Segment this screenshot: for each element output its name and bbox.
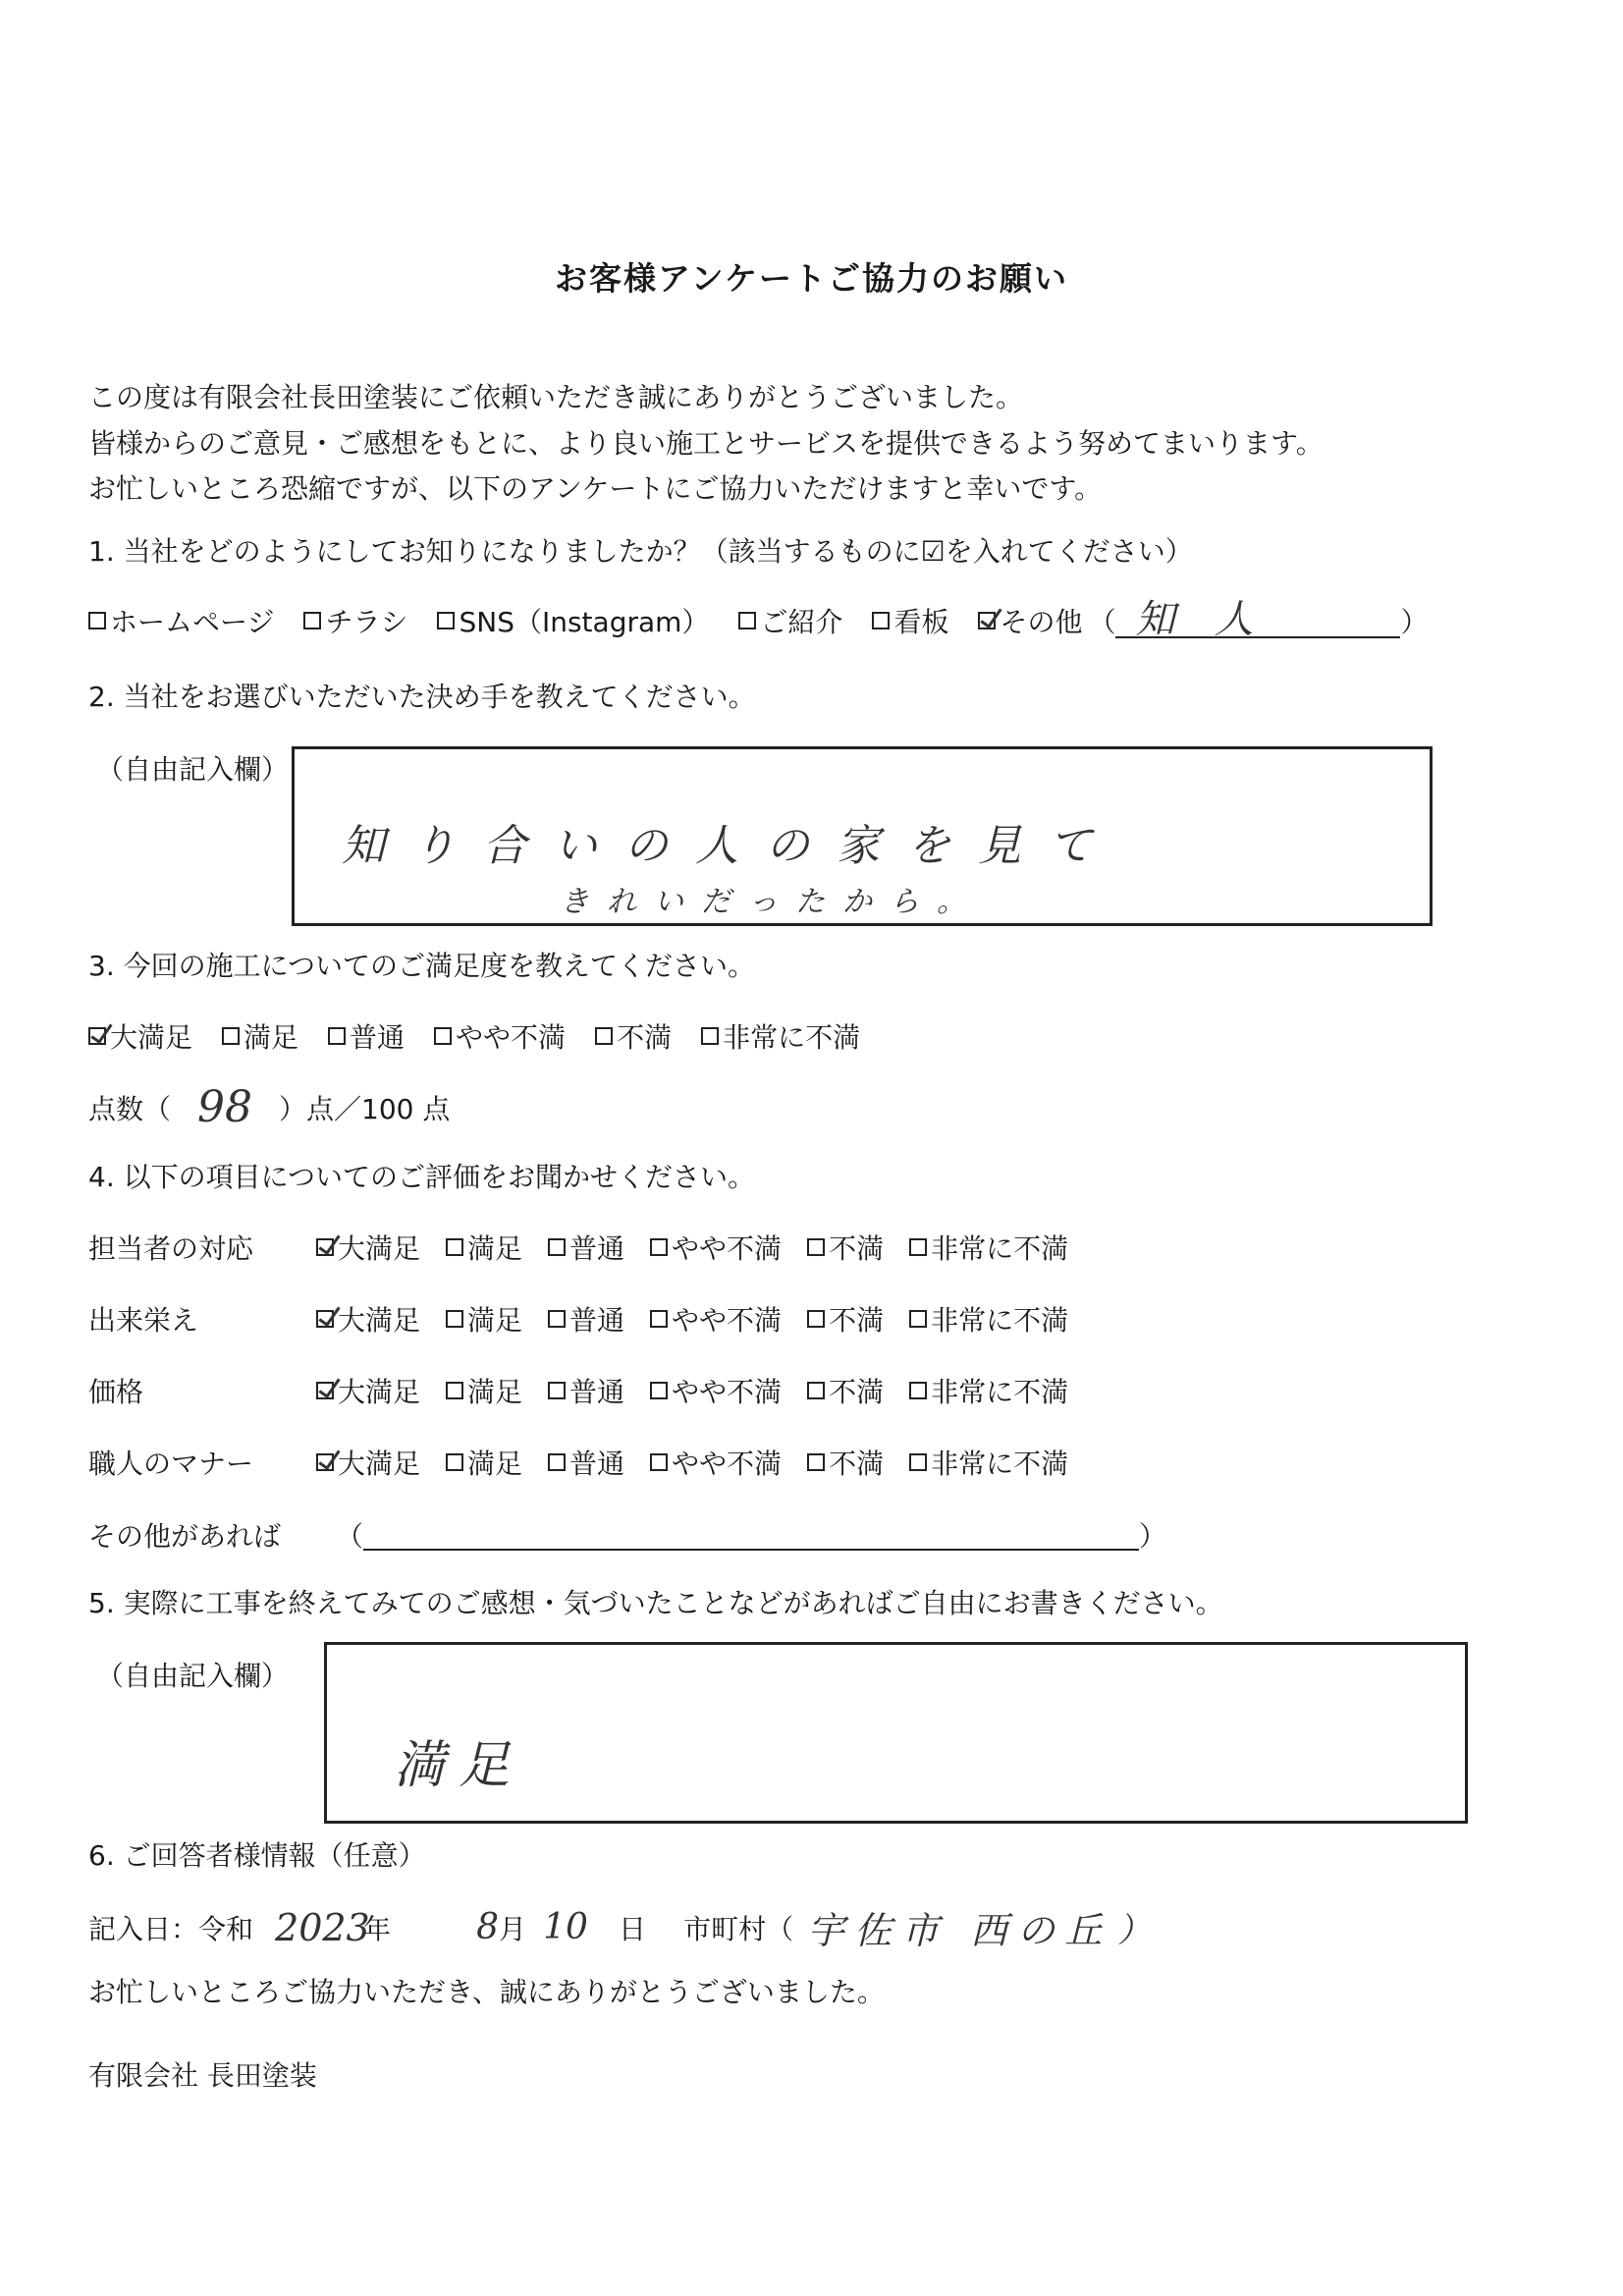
- q4-other-close: ）: [1139, 1520, 1167, 1553]
- checkbox-icon[interactable]: [446, 1310, 463, 1328]
- q4-row-workmanship: [88, 1299, 1094, 1339]
- q4-row-label: 職人のマナー: [88, 1448, 254, 1480]
- q2-answer-box[interactable]: [292, 746, 1433, 926]
- checkbox-icon[interactable]: [446, 1382, 463, 1399]
- checkbox-icon[interactable]: [650, 1310, 668, 1328]
- q3-score-value[interactable]: 98: [197, 1082, 253, 1132]
- option-label: 満足: [467, 1376, 523, 1408]
- option-satisfied[interactable]: [446, 1228, 522, 1267]
- q4-question: 4. 以下の項目についてのご評価をお聞かせください。: [88, 1161, 756, 1193]
- option-label: やや不満: [672, 1232, 783, 1265]
- option-label: 不満: [829, 1304, 885, 1337]
- page-title: お客様アンケートご協力のお願い: [554, 259, 1069, 298]
- checkbox-icon[interactable]: [701, 1027, 719, 1045]
- option-dissatisfied[interactable]: [807, 1371, 884, 1410]
- checkbox-icon[interactable]: [446, 1453, 463, 1471]
- q4-row-staff: [88, 1228, 1094, 1267]
- q2-answer-line-2: きれいだったから。: [560, 885, 984, 919]
- q1-option-other[interactable]: [978, 601, 1082, 640]
- checkbox-icon[interactable]: [807, 1310, 825, 1328]
- checkbox-icon[interactable]: [650, 1453, 668, 1471]
- q6-year-unit: 年: [363, 1912, 392, 1945]
- q1-option-referral[interactable]: [738, 601, 842, 640]
- checkbox-icon[interactable]: [222, 1027, 240, 1045]
- q4-other-input[interactable]: [363, 1519, 1139, 1551]
- intro-line-3: お忙しいところ恐縮ですが、以下のアンケートにご協力いただけますと幸いです。: [88, 472, 1103, 505]
- option-label: やや不満: [672, 1304, 783, 1337]
- checkbox-checked-icon[interactable]: [88, 1027, 106, 1045]
- q5-question: 5. 実際に工事を終えてみてのご感想・気づいたことなどがあればご自由にお書きください。: [88, 1587, 1223, 1619]
- option-label: SNS（Instagram）: [459, 606, 710, 638]
- option-label: やや不満: [672, 1448, 783, 1480]
- option-dissatisfied[interactable]: [807, 1228, 884, 1267]
- q6-city-close: ）: [1117, 1911, 1152, 1950]
- q6-month-unit: 月: [499, 1912, 527, 1945]
- option-label: 看板: [893, 606, 949, 638]
- q1-option-flyer[interactable]: [303, 601, 407, 640]
- option-label: 非常に不満: [931, 1376, 1069, 1408]
- option-dissatisfied[interactable]: [807, 1443, 884, 1482]
- q6-city-label: 市町村（: [683, 1912, 794, 1945]
- option-label: 普通: [569, 1448, 625, 1480]
- checkbox-icon[interactable]: [595, 1027, 613, 1045]
- q3-score-suffix: ）点／100 点: [279, 1092, 451, 1125]
- q4-row-label: 価格: [88, 1376, 144, 1408]
- option-normal[interactable]: [548, 1299, 624, 1339]
- q1-option-homepage[interactable]: [88, 601, 274, 640]
- checkbox-icon[interactable]: [909, 1310, 927, 1328]
- option-label: ホームページ: [110, 606, 275, 638]
- checkbox-icon[interactable]: [548, 1382, 566, 1399]
- option-very-dissatisfied[interactable]: [909, 1228, 1068, 1267]
- intro-line-2: 皆様からのご意見・ご感想をもとに、より良い施工とサービスを提供できるよう努めてまいります。: [88, 427, 1324, 460]
- q3-score-row: [88, 1082, 450, 1132]
- option-label: やや不満: [456, 1021, 567, 1054]
- checkbox-icon[interactable]: [807, 1453, 825, 1471]
- option-label: チラシ: [325, 606, 408, 638]
- q3-option-dissatisfied[interactable]: [595, 1016, 672, 1056]
- checkbox-icon[interactable]: [434, 1027, 452, 1045]
- option-label: 不満: [617, 1021, 673, 1054]
- company-name: 有限会社 長田塗装: [88, 2059, 317, 2092]
- option-very-dissatisfied[interactable]: [909, 1371, 1068, 1410]
- checkbox-icon[interactable]: [738, 612, 756, 629]
- q6-day-unit: 日: [619, 1912, 647, 1945]
- option-very-satisfied[interactable]: [316, 1299, 420, 1339]
- q1-options: [88, 597, 1429, 642]
- option-satisfied[interactable]: [446, 1443, 522, 1482]
- option-label: 非常に不満: [931, 1448, 1069, 1480]
- option-label: 普通: [350, 1021, 406, 1054]
- q3-option-slightly-dissatisfied[interactable]: [434, 1016, 566, 1056]
- option-label: 満足: [243, 1021, 299, 1054]
- q2-free-label: （自由記入欄）: [96, 753, 290, 786]
- q1-other-paren-open: （: [1088, 606, 1116, 638]
- option-label: 満足: [467, 1304, 523, 1337]
- option-label: その他: [1000, 606, 1083, 638]
- checkbox-checked-icon[interactable]: [316, 1453, 334, 1471]
- checkbox-icon[interactable]: [909, 1238, 927, 1256]
- option-label: 大満足: [338, 1448, 421, 1480]
- q2-question: 2. 当社をお選びいただいた決め手を教えてください。: [88, 681, 756, 713]
- checkbox-icon[interactable]: [548, 1238, 566, 1256]
- q1-option-signboard[interactable]: [872, 601, 948, 640]
- option-label: 満足: [467, 1232, 523, 1265]
- option-label: 非常に不満: [931, 1304, 1069, 1337]
- checkbox-checked-icon[interactable]: [978, 612, 996, 629]
- checkbox-icon[interactable]: [548, 1453, 566, 1471]
- checkbox-checked-icon[interactable]: [316, 1238, 334, 1256]
- q6-date-label: 記入日：令和: [88, 1912, 254, 1945]
- checkbox-checked-icon[interactable]: [316, 1382, 334, 1399]
- q2-answer-line-1: 知り合いの人の家を見て: [342, 821, 1119, 871]
- q3-option-very-satisfied[interactable]: [88, 1016, 192, 1056]
- checkbox-icon[interactable]: [650, 1382, 668, 1399]
- checkbox-icon[interactable]: [446, 1238, 463, 1256]
- q1-option-sns[interactable]: [437, 601, 709, 640]
- option-slightly-dissatisfied[interactable]: [650, 1228, 782, 1267]
- option-label: 不満: [829, 1448, 885, 1480]
- option-label: ご紹介: [760, 606, 843, 638]
- option-satisfied[interactable]: [446, 1371, 522, 1410]
- option-slightly-dissatisfied[interactable]: [650, 1299, 782, 1339]
- option-label: 非常に不満: [723, 1021, 861, 1054]
- option-label: 普通: [569, 1232, 625, 1265]
- checkbox-icon[interactable]: [437, 612, 455, 629]
- q4-row-price: [88, 1371, 1094, 1410]
- option-very-dissatisfied[interactable]: [909, 1299, 1068, 1339]
- checkbox-icon[interactable]: [909, 1382, 927, 1399]
- option-label: 満足: [467, 1448, 523, 1480]
- q6-date-row: [88, 1900, 1151, 1954]
- q6-month-value[interactable]: 8: [476, 1907, 500, 1947]
- q6-day-value[interactable]: 10: [543, 1907, 588, 1947]
- option-label: 非常に不満: [931, 1232, 1069, 1265]
- option-label: 不満: [829, 1376, 885, 1408]
- option-normal[interactable]: [548, 1228, 624, 1267]
- checkbox-icon[interactable]: [909, 1453, 927, 1471]
- q1-other-answer[interactable]: 知人: [1115, 603, 1400, 638]
- option-label: 普通: [569, 1304, 625, 1337]
- option-label: 大満足: [338, 1232, 421, 1265]
- q4-other-row: [88, 1515, 1166, 1555]
- q3-option-very-dissatisfied[interactable]: [701, 1016, 860, 1056]
- checkbox-icon[interactable]: [872, 612, 890, 629]
- option-label: 大満足: [338, 1376, 421, 1408]
- option-dissatisfied[interactable]: [807, 1299, 884, 1339]
- option-label: 大満足: [338, 1304, 421, 1337]
- option-very-dissatisfied[interactable]: [909, 1443, 1068, 1482]
- q4-other-open: （: [336, 1520, 364, 1553]
- checkbox-icon[interactable]: [303, 612, 321, 629]
- q3-option-satisfied[interactable]: [222, 1016, 298, 1056]
- q3-score-label: 点数（: [88, 1092, 172, 1125]
- q4-row-manners: [88, 1443, 1094, 1482]
- q6-city-value[interactable]: 宇佐市 西の丘: [807, 1909, 1112, 1952]
- option-satisfied[interactable]: [446, 1299, 522, 1339]
- q3-option-normal[interactable]: [328, 1016, 405, 1056]
- option-label: 大満足: [110, 1021, 193, 1054]
- closing-message: お忙しいところご協力いただき、誠にありがとうございました。: [88, 1976, 885, 2008]
- checkbox-icon[interactable]: [548, 1310, 566, 1328]
- option-slightly-dissatisfied[interactable]: [650, 1443, 782, 1482]
- q1-other-paren-close: ）: [1400, 606, 1429, 638]
- q4-other-label: その他があれば: [88, 1520, 282, 1553]
- option-normal[interactable]: [548, 1371, 624, 1410]
- option-very-satisfied[interactable]: [316, 1443, 420, 1482]
- q1-question: 1. 当社をどのようにしてお知りになりましたか？（該当するものに☑を入れてください）: [88, 535, 1193, 568]
- q3-question: 3. 今回の施工についてのご満足度を教えてください。: [88, 950, 756, 982]
- q6-year-value[interactable]: 2023: [275, 1905, 370, 1949]
- option-slightly-dissatisfied[interactable]: [650, 1371, 782, 1410]
- checkbox-checked-icon[interactable]: [316, 1310, 334, 1328]
- option-normal[interactable]: [548, 1443, 624, 1482]
- checkbox-icon[interactable]: [807, 1238, 825, 1256]
- q4-row-label: 出来栄え: [88, 1304, 199, 1337]
- q5-answer: 満足: [394, 1736, 524, 1795]
- checkbox-icon[interactable]: [807, 1382, 825, 1399]
- checkbox-icon[interactable]: [650, 1238, 668, 1256]
- checkbox-icon[interactable]: [328, 1027, 346, 1045]
- option-label: 普通: [569, 1376, 625, 1408]
- intro-line-1: この度は有限会社長田塗装にご依頼いただき誠にありがとうございました。: [88, 381, 1024, 413]
- q4-row-label: 担当者の対応: [88, 1232, 254, 1265]
- option-label: 不満: [829, 1232, 885, 1265]
- q3-options: [88, 1016, 890, 1056]
- q5-free-label: （自由記入欄）: [96, 1660, 290, 1692]
- q6-question: 6. ご回答者様情報（任意）: [88, 1839, 426, 1872]
- option-very-satisfied[interactable]: [316, 1228, 420, 1267]
- option-label: やや不満: [672, 1376, 783, 1408]
- option-very-satisfied[interactable]: [316, 1371, 420, 1410]
- q5-answer-box[interactable]: [324, 1642, 1468, 1824]
- checkbox-icon[interactable]: [88, 612, 106, 629]
